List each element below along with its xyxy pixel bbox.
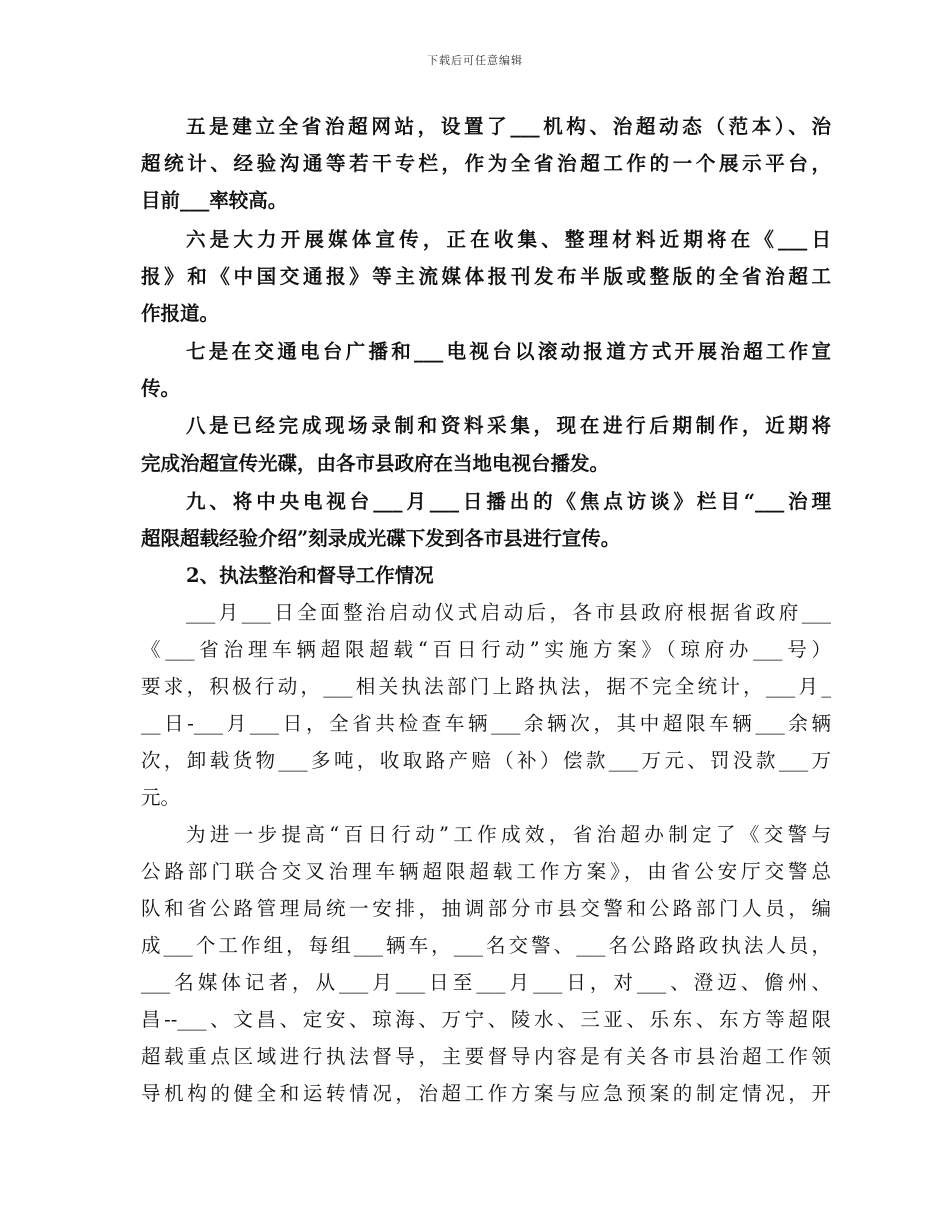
section-heading: 2、执法整治和督导工作情况 [186,564,434,587]
text-line-9: 八是已经完成现场录制和资料采集，现在进行后期制作，近期将 [186,414,831,437]
text-line-25: 昌--___、文昌、定安、琼海、万宁、陵水、三亚、乐东、东方等超限 [141,1008,831,1031]
text-line-4: 六是大力开展媒体宣传，正在收集、整理材料近期将在《___日 [186,228,831,251]
text-line-3: 目前___率较高。 [141,189,288,212]
text-line-22: 队和省公路管理局统一安排，抽调部分市县交警和公路部门人员，编 [141,897,831,920]
text-line-10: 完成治超宣传光碟，由各市县政府在当地电视台播发。 [141,452,610,475]
text-line-17: __日-___月___日，全省共检查车辆___余辆次，其中超限车辆___余辆 [141,712,831,735]
text-line-1: 五是建立全省治超网站，设置了___机构、治超动态（范本）、治 [186,115,831,138]
text-line-21: 公路部门联合交叉治理车辆超限超载工作方案》，由省公安厅交警总 [141,860,831,883]
text-line-8: 传。 [141,377,181,400]
page-header: 下载后可任意编辑 [427,54,523,67]
text-line-15: 《___省治理车辆超限超载“百日行动”实施方案》（琼府办___号） [141,638,831,661]
text-line-7: 七是在交通电台广播和___电视台以滚动报道方式开展治超工作宣 [186,340,831,363]
text-line-5: 报》和《中国交通报》等主流媒体报刊发布半版或整版的全省治超工 [141,265,831,288]
text-line-2: 超统计、经验沟通等若干专栏，作为全省治超工作的一个展示平台， [141,152,831,175]
text-line-14: ___月___日全面整治启动仪式启动后，各市县政府根据省政府___ [186,601,831,624]
text-line-27: 导机构的健全和运转情况，治超工作方案与应急预案的制定情况，开 [141,1082,831,1105]
text-line-26: 超载重点区域进行执法督导，主要督导内容是有关各市县治超工作领 [141,1045,831,1068]
text-line-19: 元。 [141,786,181,809]
text-line-23: 成___个工作组，每组___辆车，___名交警、___名公路路政执法人员， [141,934,831,957]
text-line-6: 作报道。 [141,302,220,325]
text-line-18: 次，卸载货物___多吨，收取路产赔（补）偿款___万元、罚没款___万 [141,749,831,772]
text-line-20: 为进一步提高“百日行动”工作成效，省治超办制定了《交警与 [186,823,831,846]
text-line-24: ___名媒体记者，从___月___日至___月___日，对___、澄迈、儋州、 [141,971,831,994]
text-line-11: 九、将中央电视台___月___日播出的《焦点访谈》栏目“___治理 [186,490,831,513]
text-line-16: 要求，积极行动，___相关执法部门上路执法，据不完全统计，___月_ [141,675,831,698]
text-line-12: 超限超载经验介绍”刻录成光碟下发到各市县进行宣传。 [141,527,621,550]
